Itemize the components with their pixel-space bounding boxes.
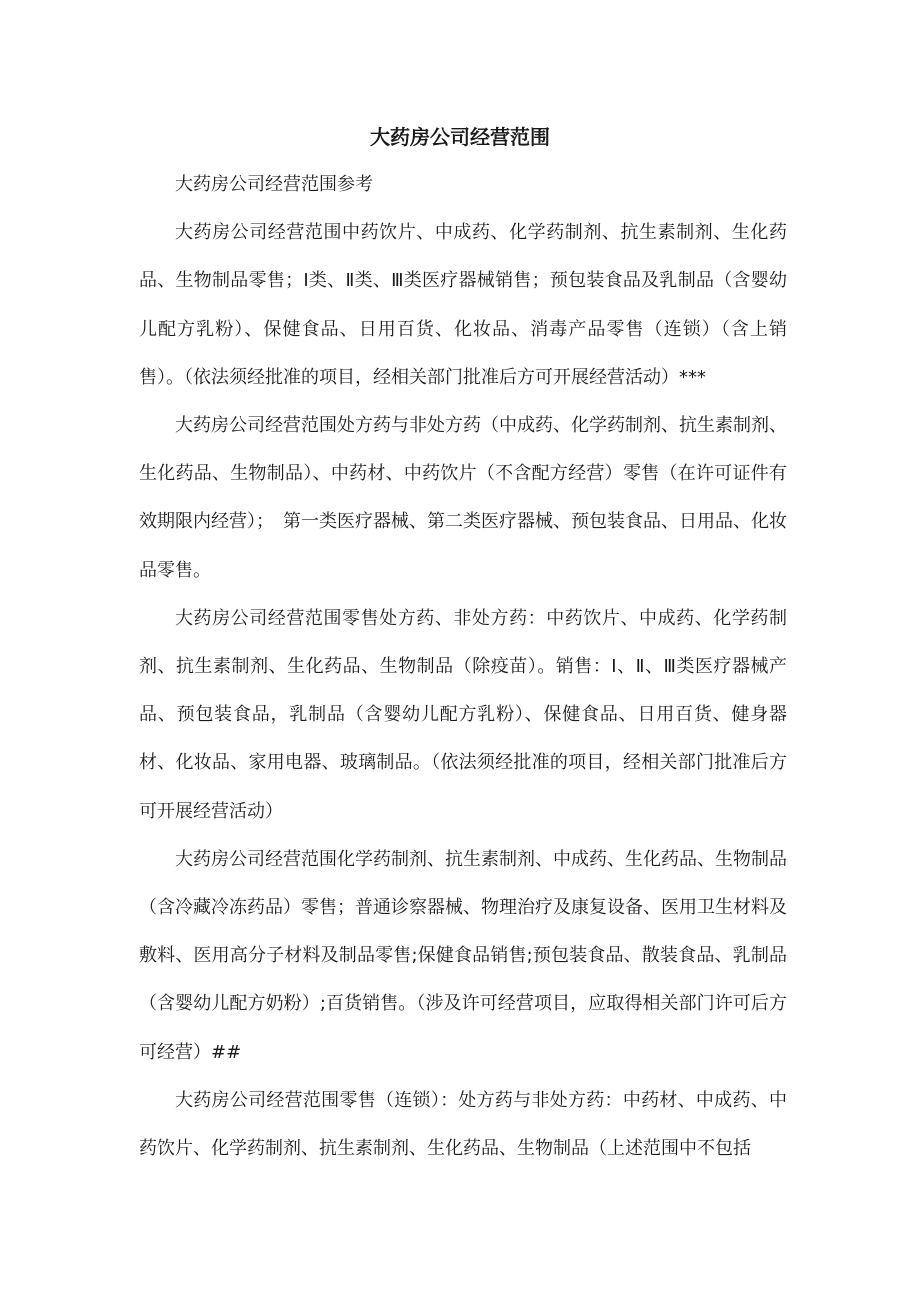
paragraph-scope-4: 大药房公司经营范围化学药制剂、抗生素制剂、中成药、生化药品、生物制品（含冷藏冷冻药品）零售；普通诊察器械、物理治疗及康复设备、医用卫生材料及敷料、医用高分子材料及制品零售;保健食品销售;预包装食品、散装食品、乳制品（含婴幼儿配方奶粉）;百货销售。（涉及许可经营项目，应取得相关部门许可后方可经营）##: [139, 848, 787, 1063]
paragraph-scope-2: 大药房公司经营范围处方药与非处方药（中成药、化学药制剂、抗生素制剂、生化药品、生物制品）、中药材、中药饮片（不含配方经营）零售（在许可证件有效期限内经营）； 第一类医疗器械、第二类医疗器械、预包装食品、日用品、化妆品零售。: [139, 415, 787, 581]
document-title: 大药房公司经营范围: [370, 125, 550, 149]
paragraph-reference-heading: 大药房公司经营范围参考: [175, 174, 373, 195]
paragraph-scope-5: 大药房公司经营范围零售（连锁）：处方药与非处方药：中药材、中成药、中药饮片、化学药制剂、抗生素制剂、生化药品、生物制品（上述范围中不包括: [139, 1089, 787, 1160]
document-body: [139, 161, 787, 1173]
paragraph-scope-3: 大药房公司经营范围零售处方药、非处方药：中药饮片、中成药、化学药制剂、抗生素制剂、生化药品、生物制品（除疫苗）。销售：Ⅰ、Ⅱ、Ⅲ类医疗器械产品、预包装食品，乳制品（含婴幼儿配方乳粉）、保健食品、日用百货、健身器材、化妆品、家用电器、玻璃制品。（依法须经批准的项目，经相关部门批准后方可开展经营活动）: [139, 607, 787, 822]
paragraph-scope-1: 大药房公司经营范围中药饮片、中成药、化学药制剂、抗生素制剂、生化药品、生物制品零售；Ⅰ类、Ⅱ类、Ⅲ类医疗器械销售；预包装食品及乳制品（含婴幼儿配方乳粉）、保健食品、日用百货、化妆品、消毒产品零售（连锁）（含上销售）。（依法须经批准的项目，经相关部门批准后方可开展经营活动）***: [139, 222, 787, 388]
